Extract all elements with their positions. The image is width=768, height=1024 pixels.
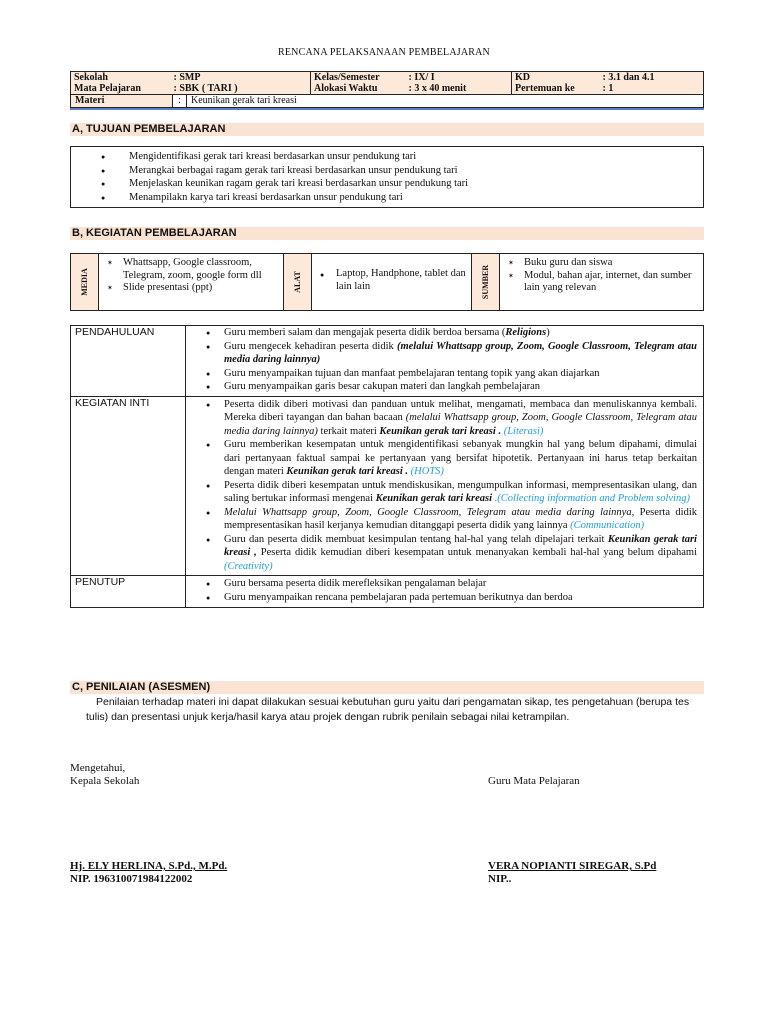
mapel-label: Mata Pelajaran <box>71 83 171 94</box>
list-item: ● Peserta didik diberi kesempatan untuk mendiskusikan, mengumpulkan informasi, mempresentasikan ulang, dan saling bertukar informasi mengenai Keunikan gerak tari kreasi .(Collecting information and Problem solving) <box>206 479 697 506</box>
page-title: RENCANA PELAKSANAAN PEMBELAJARAN <box>278 47 490 58</box>
guru-mapel-text: Guru Mata Pelajaran <box>488 775 580 787</box>
sumber-label-cell <box>472 254 500 311</box>
materi-row <box>70 94 704 108</box>
list-item: ● Guru menyampaikan rencana pembelajaran pada pertemuan berikutnya dan berdoa <box>206 591 697 605</box>
inti-label: KEGIATAN INTI <box>71 396 186 576</box>
kelas-value: : IX/ I <box>406 72 512 84</box>
identity-table <box>70 71 704 94</box>
alokasi-value: : 3 x 40 menit <box>406 83 512 94</box>
list-item: ● Guru memberikan kesempatan untuk mengidentifikasi sebanyak mungkin hal yang belum dipahami, dimulai dari pertanyaan faktual sampai ke pertanyaan yang bersifat hipotetik. Pertanyaan ini harus tetap berkaitan dengan materi Keunikan gerak tari kreasi . (HOTS) <box>206 438 697 479</box>
kd-value: : 3.1 dan 4.1 <box>600 72 704 84</box>
kepala-sekolah-text: Kepala Sekolah <box>70 775 140 787</box>
right-signature-block <box>488 775 580 788</box>
pertemuan-value: : 1 <box>600 83 704 94</box>
sekolah-label: Sekolah <box>71 72 171 84</box>
identity-block <box>70 71 704 108</box>
activities-table <box>70 325 704 608</box>
section-b-heading: B, KEGIATAN PEMBELAJARAN <box>70 227 704 240</box>
alokasi-label: Alokasi Waktu <box>314 83 378 94</box>
materi-label: Materi <box>71 95 173 108</box>
resources-table <box>70 253 704 311</box>
table-row <box>71 576 704 608</box>
sumber-cell <box>500 254 704 311</box>
guru-name: VERA NOPIANTI SIREGAR, S.Pd <box>488 860 657 872</box>
tujuan-list <box>70 146 704 208</box>
list-item: ● Menjelaskan keunikan ragam gerak tari kreasi berdasarkan unsur pendukung tari <box>101 177 703 191</box>
kelas-label: Kelas/Semester <box>311 72 406 84</box>
mapel-value: : SBK ( TARI ) <box>171 83 311 94</box>
blue-divider <box>70 108 704 110</box>
list-item: ● Laptop, Handphone, tablet dan lain lain <box>320 268 467 293</box>
list-item: ✶ Buku guru dan siswa <box>508 257 699 270</box>
penilaian-text <box>86 695 704 725</box>
kepala-sekolah-nip: NIP. 196310071984122002 <box>70 873 193 885</box>
list-item: ✶ Slide presentasi (ppt) <box>107 282 279 295</box>
sumber-label: SUMBER <box>480 264 490 300</box>
list-item: ● Guru dan peserta didik membuat kesimpulan tentang hal-hal yang telah dipelajari terkait Keunikan gerak tari kreasi , Peserta didik kemudian diberi kesempatan untuk menanyakan kembali hal-hal yang belum dipahami (Creativity) <box>206 533 697 574</box>
list-item: ● Guru mengecek kehadiran peserta didik (melalui Whattsapp group, Zoom, Google Classroom, Telegram atau media daring lainnya) <box>206 340 697 367</box>
penilaian-paragraph: Penilaian terhadap materi ini dapat dilakukan sesuai kebutuhan guru yaitu dari pengamatan sikap, tes pengetahuan (berupa tes tulis) dan presentasi unjuk kerja/hasil karya atau projek dengan rubrik penilain sebagai nilai ketrampilan. <box>86 696 690 723</box>
list-item: ● Guru memberi salam dan mengajak peserta didik berdoa bersama (Religions) <box>206 326 697 340</box>
media-label-cell <box>71 254 99 311</box>
alat-cell <box>312 254 472 311</box>
penutup-label: PENUTUP <box>71 576 186 608</box>
list-item: ● Menampilakn karya tari kreasi berdasarkan unsur pendukung tari <box>101 191 703 205</box>
media-label: MEDIA <box>79 268 89 296</box>
section-a-heading: A, TUJUAN PEMBELAJARAN <box>70 123 704 136</box>
list-item: ● Guru menyampaikan tujuan dan manfaat pembelajaran tentang topik yang akan diajarkan <box>206 367 697 381</box>
kepala-sekolah-name: Hj. ELY HERLINA, S.Pd., M.Pd. <box>70 860 228 872</box>
pertemuan-label: Pertemuan ke <box>515 83 575 94</box>
table-row <box>71 326 704 397</box>
materi-value: Keunikan gerak tari kreasi <box>187 95 704 108</box>
inti-cell <box>186 396 704 576</box>
pendahuluan-cell <box>186 326 704 397</box>
list-item: ✶ Modul, bahan ajar, internet, dan sumber lain yang relevan <box>508 270 699 295</box>
section-c-heading: C, PENILAIAN (ASESMEN) <box>70 681 704 694</box>
list-item: ● Guru menyampaikan garis besar cakupan materi dan langkah pembelajaran <box>206 380 697 394</box>
media-cell <box>99 254 284 311</box>
list-item: ● Guru bersama peserta didik merefleksikan pengalaman belajar <box>206 577 697 591</box>
table-row <box>71 396 704 576</box>
list-item: ● Peserta didik diberi motivasi dan panduan untuk melihat, mengamati, membaca dan menuliskannya kembali. Mereka diberi tayangan dan bahan bacaan (melalui Whattsapp group, Zoom, Google Classroom, Telegram atau media daring lainnya) terkait materi Keunikan gerak tari kreasi . (Literasi) <box>206 398 697 439</box>
materi-colon: : <box>173 95 187 108</box>
sekolah-value: : SMP <box>171 72 311 84</box>
kd-label: KD <box>512 72 600 84</box>
alat-label-cell <box>284 254 312 311</box>
penutup-cell <box>186 576 704 608</box>
list-item: ● Mengidentifikasi gerak tari kreasi berdasarkan unsur pendukung tari <box>101 150 703 164</box>
alat-label: ALAT <box>292 271 302 293</box>
guru-nip: NIP.. <box>488 873 512 885</box>
right-signatory <box>488 860 656 886</box>
list-item: ● Melalui Whattsapp group, Zoom, Google Classroom, Telegram atau media daring lainnya, Peserta didik mempresentasikan hasil kerjanya kemudian ditanggapi peserta didik yang lainnya (Communication) <box>206 506 697 533</box>
left-signature-block <box>70 762 139 788</box>
pendahuluan-label: PENDAHULUAN <box>71 326 186 397</box>
left-signatory <box>70 860 227 886</box>
list-item: ✶ Whattsapp, Google classroom, Telegram, zoom, google form dll <box>107 257 279 282</box>
mengetahui-text: Mengetahui, <box>70 762 126 774</box>
list-item: ● Merangkai berbagai ragam gerak tari kreasi berdasarkan unsur pendukung tari <box>101 164 703 178</box>
